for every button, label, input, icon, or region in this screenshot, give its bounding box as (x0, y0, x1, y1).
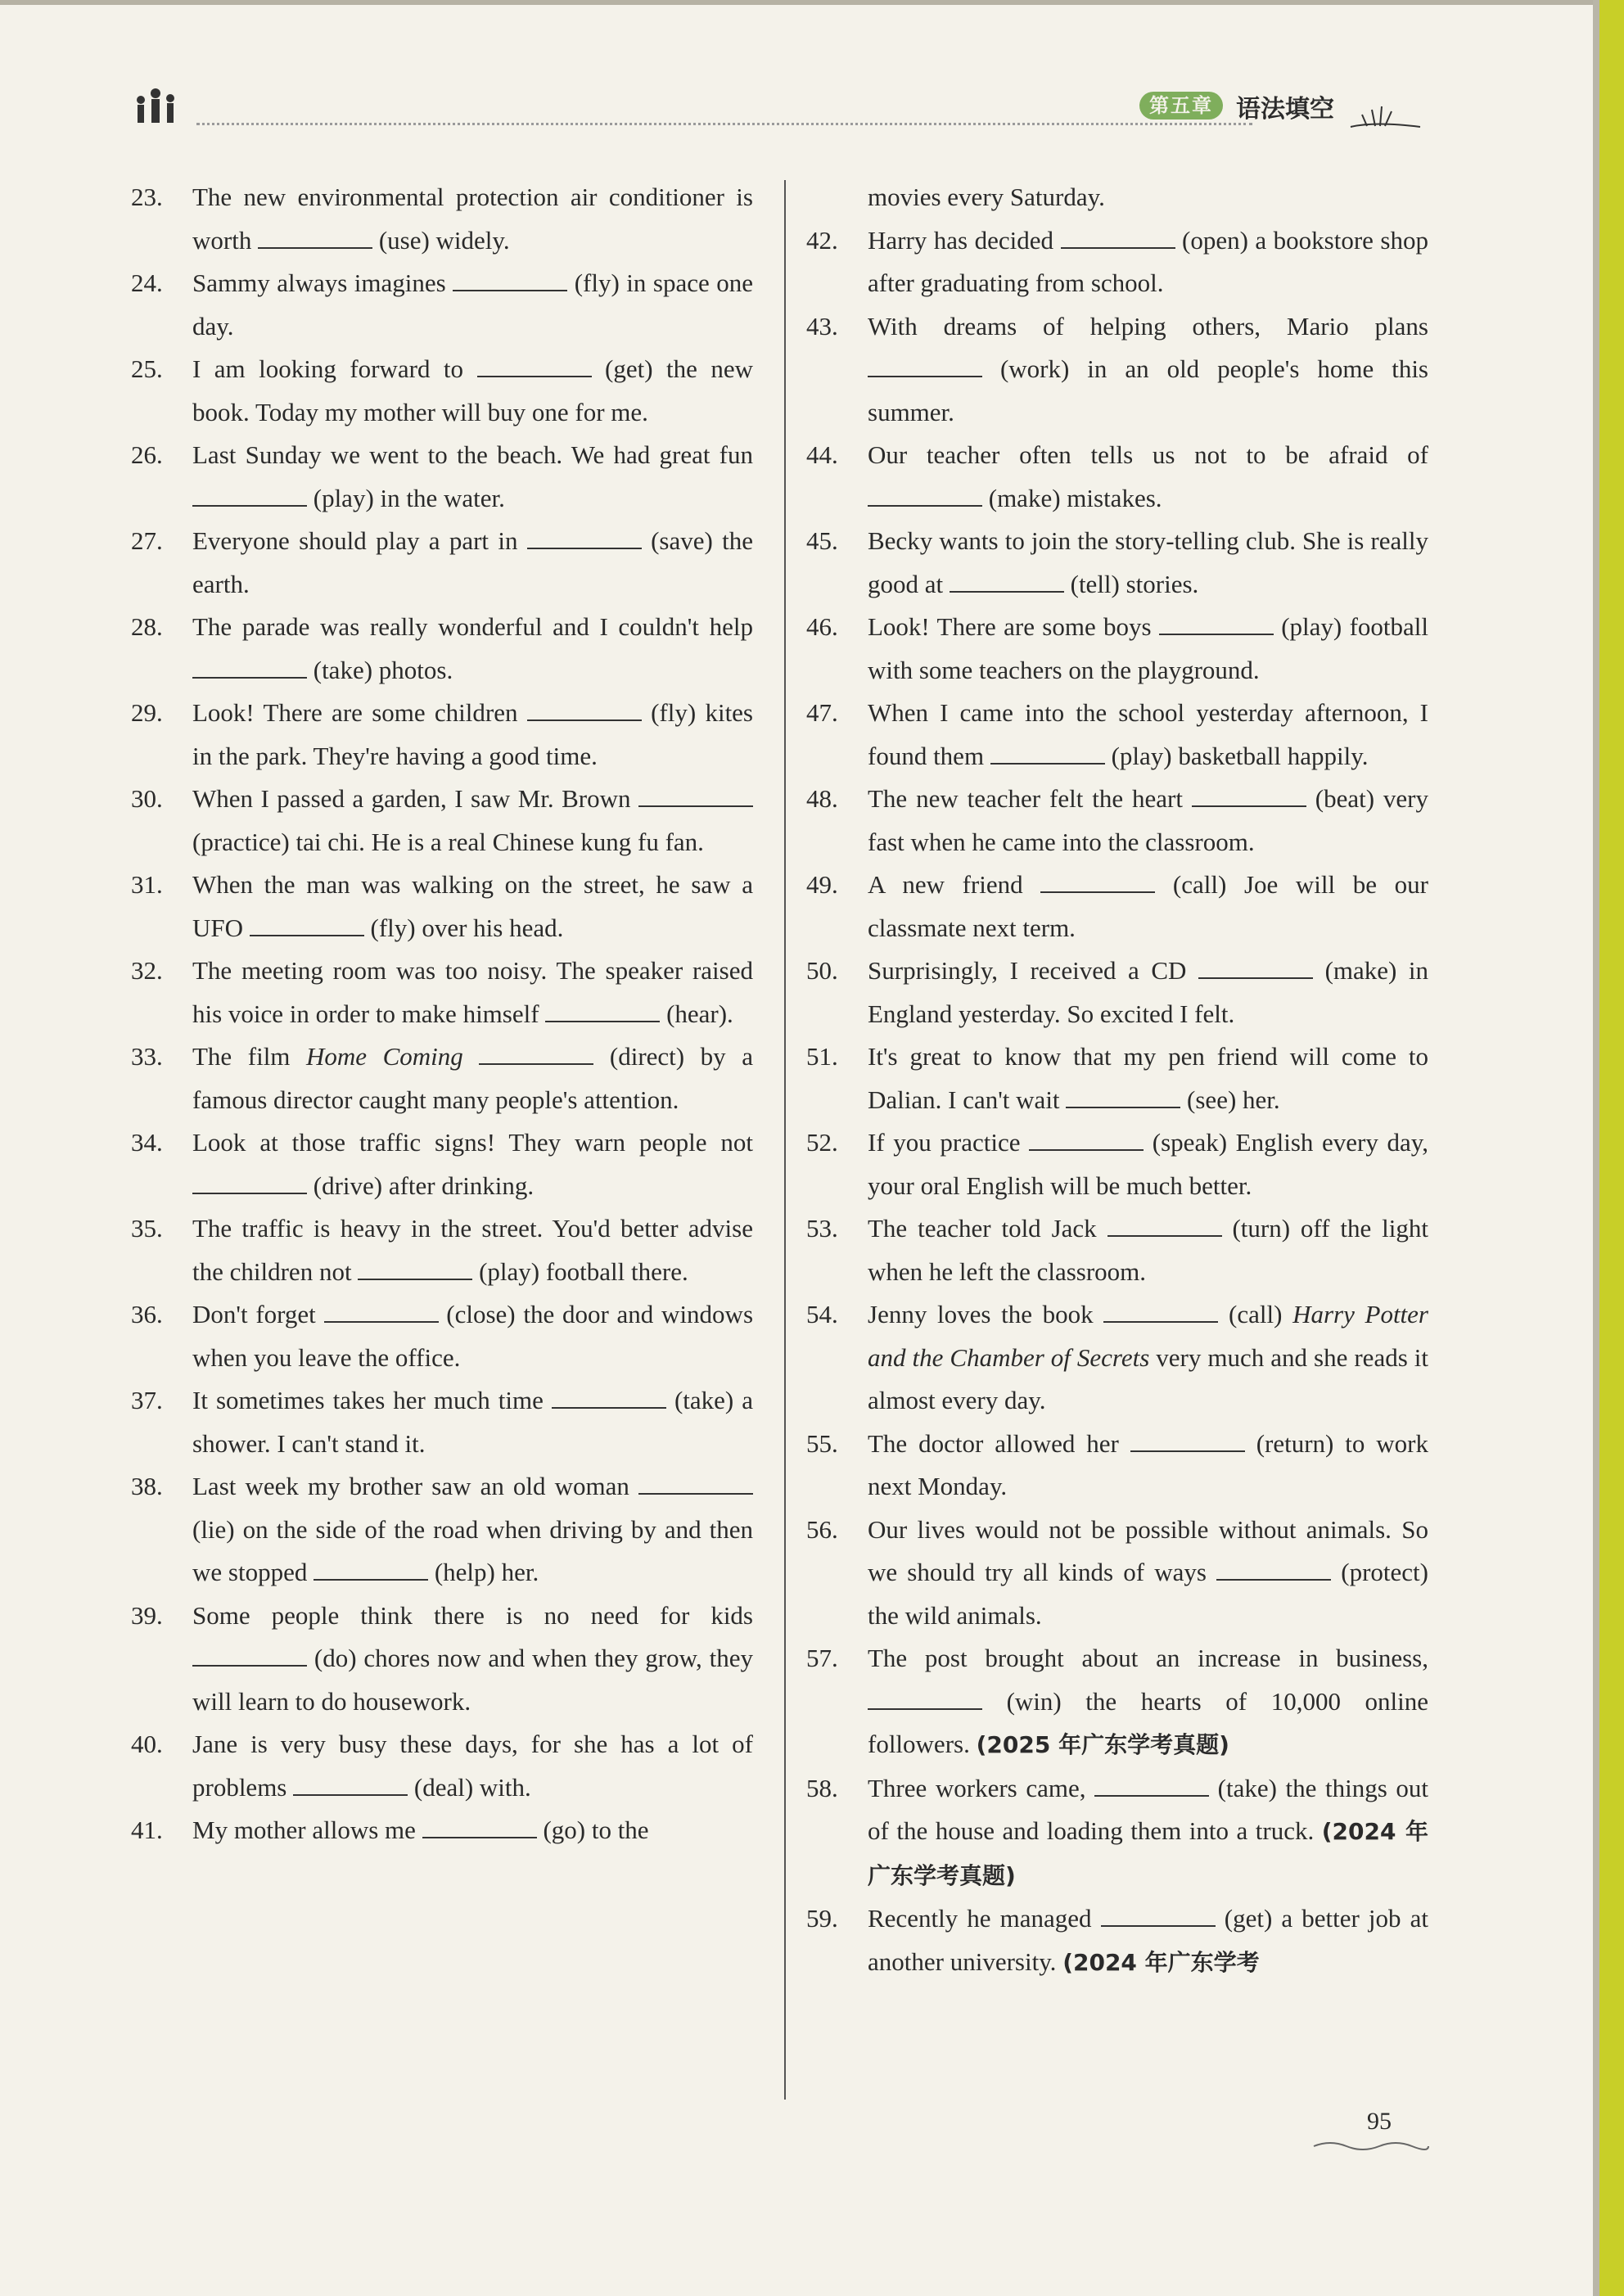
answer-blank[interactable] (1029, 1131, 1144, 1151)
exercise-item (806, 305, 1428, 435)
exercise-text: Becky wants to join the story-telling club. She is really good at (868, 526, 1428, 598)
answer-blank[interactable] (314, 1561, 428, 1581)
exercise-text: The parade was really wonderful and I couldn't help (192, 612, 753, 641)
exercise-text: It's great to know that my pen friend will come to Dalian. I can't wait (868, 1042, 1428, 1114)
exercise-text: Three workers came, (868, 1773, 1095, 1802)
exercise-text: (open) a bookstore shop after graduating from school. (868, 225, 1428, 297)
exercise-number: 32. (131, 956, 163, 985)
exercise-item (806, 606, 1428, 692)
exercise-item (806, 778, 1428, 864)
answer-blank[interactable] (293, 1776, 408, 1796)
exercise-number: 58. (806, 1773, 838, 1802)
exercise-text: The meeting room was too noisy. The speaker raised his voice in order to make himself (192, 956, 753, 1028)
exercise-number: 57. (806, 1644, 838, 1672)
exercise-text: (help) her. (434, 1558, 539, 1586)
exercise-text: (do) chores now and when they grow, they will learn to do housework. (192, 1644, 753, 1716)
exercise-item (131, 1121, 753, 1207)
italic-title: Harry Potter and the Chamber of Secrets (868, 1300, 1428, 1372)
exercise-text: Harry has decided (868, 225, 1061, 255)
exercise-item (806, 692, 1428, 778)
exercise-text: Sammy always imagines (192, 268, 453, 297)
exercise-number: 25. (131, 354, 163, 383)
exercise-item (131, 434, 753, 520)
exercise-text: (return) to work next Monday. (868, 1428, 1429, 1500)
answer-blank[interactable] (527, 530, 642, 549)
exercise-text: (work) in an old people's home this summer. (868, 354, 1428, 426)
exercise-item (131, 1809, 753, 1852)
exercise-text: When I passed a garden, I saw Mr. Brown (192, 784, 638, 813)
exercise-text: Recently he managed (868, 1904, 1101, 1933)
left-column (131, 176, 753, 1852)
exercise-item (806, 434, 1428, 520)
exercise-text: The new teacher felt the heart (868, 784, 1192, 813)
exercise-text: (deal) with. (413, 1772, 531, 1802)
exercise-number: 43. (806, 311, 838, 341)
exercise-text: I am looking forward to (192, 354, 477, 383)
answer-blank[interactable] (192, 1175, 307, 1194)
exercise-text: (hear). (666, 999, 733, 1028)
exercise-number: 44. (806, 440, 838, 469)
exercise-text: (make) in England yesterday. So excited I felt. (868, 956, 1429, 1028)
exercise-text: Look! There are some children (192, 698, 527, 727)
section-title: 语法填空 (1236, 95, 1334, 124)
answer-blank[interactable] (990, 745, 1105, 765)
exercise-item (806, 1121, 1428, 1207)
page-top-edge (0, 0, 1599, 5)
answer-blank[interactable] (638, 1475, 753, 1495)
exercise-text: Look at those traffic signs! They warn people not (192, 1128, 753, 1157)
answer-blank[interactable] (1192, 787, 1306, 807)
exercise-text: (fly) kites in the park. They're having a good time. (192, 698, 753, 770)
exercise-item (131, 692, 753, 778)
answer-blank[interactable] (477, 358, 592, 377)
exercise-text: (take) the things out of the house and loading them into a truck. (868, 1773, 1428, 1845)
exercise-text: (practice) tai chi. He is a real Chinese kung fu fan. (192, 827, 704, 856)
exam-source: (2024 年广东学考真题) (868, 1818, 1428, 1889)
exercise-text: The doctor allowed her (868, 1428, 1130, 1458)
exercise-text: (tell) stories. (1070, 569, 1199, 598)
exercise-text: (take) a shower. I can't stand it. (192, 1386, 754, 1458)
exercise-text: (fly) over his head. (370, 913, 564, 942)
exercise-number: 42. (806, 225, 838, 255)
exercise-number: 40. (131, 1730, 163, 1758)
exercise-text: With dreams of helping others, Mario plans (868, 311, 1428, 341)
answer-blank[interactable] (950, 573, 1064, 593)
exercise-item (806, 520, 1428, 606)
exercise-item (806, 1767, 1428, 1898)
exercise-text: Our lives would not be possible without animals. So we should try all kinds of ways (868, 1514, 1428, 1586)
answer-blank[interactable] (324, 1303, 439, 1323)
exercise-text: (direct) by a famous director caught many people's attention. (192, 1042, 753, 1114)
exercise-number: 31. (131, 870, 163, 899)
exercise-number: 45. (806, 526, 838, 555)
page-header (131, 82, 1424, 131)
exercise-item (131, 1207, 753, 1293)
exercise-text: The new environmental protection air conditioner is worth (192, 183, 753, 255)
exercise-number: 37. (131, 1386, 163, 1414)
exercise-item (131, 1035, 753, 1121)
exercise-text: (play) football with some teachers on the playground. (868, 612, 1428, 684)
exercise-text: The post brought about an increase in business, (868, 1644, 1428, 1672)
exercise-number: 49. (806, 870, 838, 899)
answer-blank[interactable] (552, 1389, 666, 1409)
header-dotted-line (196, 123, 1252, 125)
exercise-item (131, 778, 753, 864)
exercise-item (131, 262, 753, 348)
exam-source: (2024 年广东学考 (1062, 1948, 1260, 1976)
exercise-text: Everyone should play a part in (192, 526, 527, 555)
exercise-text: (take) photos. (313, 655, 453, 684)
exercise-text: (protect) the wild animals. (868, 1558, 1428, 1630)
answer-blank[interactable] (638, 787, 753, 807)
exercise-item (131, 864, 753, 950)
answer-blank[interactable] (258, 229, 372, 249)
exercise-number: 39. (131, 1600, 163, 1630)
answer-blank[interactable] (868, 487, 982, 507)
answer-blank[interactable] (1159, 616, 1274, 635)
exercise-text: (get) the new book. Today my mother will buy one for me. (192, 354, 754, 426)
answer-blank[interactable] (868, 1690, 982, 1710)
answer-blank[interactable] (527, 701, 642, 721)
exercise-number: 38. (131, 1472, 163, 1500)
chapter-badge: 第五章 (1139, 92, 1223, 120)
answer-blank[interactable] (453, 272, 567, 291)
exercise-text: (speak) English every day, your oral English will be much better. (868, 1128, 1429, 1200)
people-icon (131, 82, 188, 131)
page-binding-edge (1599, 0, 1624, 2296)
exercise-item (131, 1293, 753, 1379)
exercise-number: 26. (131, 440, 163, 469)
exercise-text: (get) a better job at another university. (868, 1904, 1428, 1976)
answer-blank[interactable] (1103, 1303, 1218, 1323)
exercise-number: 55. (806, 1428, 838, 1458)
exam-source: (2025 年广东学考真题) (976, 1731, 1229, 1758)
answer-blank[interactable] (1216, 1561, 1331, 1581)
exercise-text: Jane is very busy these days, for she has a lot of problems (192, 1730, 753, 1802)
exercise-text: Last week my brother saw an old woman (192, 1472, 638, 1500)
exercise-number: 50. (806, 956, 838, 985)
exercise-text: My mother allows me (192, 1816, 422, 1844)
answer-blank[interactable] (250, 917, 364, 936)
exercise-text: Surprisingly, I received a CD (868, 956, 1198, 985)
exercise-text: (lie) on the side of the road when driving by and then we stopped (192, 1514, 753, 1586)
page-number: 95 (1367, 2108, 1392, 2135)
answer-blank[interactable] (868, 358, 982, 377)
exercise-item (806, 1637, 1428, 1767)
answer-blank[interactable] (358, 1261, 472, 1280)
italic-title: Home Coming (305, 1042, 463, 1071)
exercise-number: 36. (131, 1300, 163, 1328)
exercise-number: 41. (131, 1816, 163, 1844)
exercise-number: 30. (131, 784, 163, 813)
exercise-text: (close) the door and windows when you leave the office. (192, 1300, 754, 1372)
answer-blank[interactable] (192, 1647, 307, 1667)
exercise-item (806, 219, 1428, 305)
answer-blank[interactable] (422, 1819, 537, 1838)
answer-blank[interactable] (192, 487, 307, 507)
column-divider (784, 180, 786, 2100)
exercise-item (806, 1035, 1428, 1121)
answer-blank[interactable] (545, 1003, 660, 1022)
exercise-text: Last Sunday we went to the beach. We had great fun (192, 440, 753, 469)
exercise-item (806, 1293, 1428, 1423)
exercise-item (131, 1379, 753, 1465)
exercise-text: A new friend (868, 870, 1041, 899)
exercise-item (131, 348, 753, 434)
exercise-text: (play) basketball happily. (1111, 741, 1369, 770)
exercise-text: Our teacher often tells us not to be afraid of (868, 440, 1428, 469)
exercise-item (131, 1595, 753, 1724)
exercise-text: Jenny loves the book (868, 1300, 1104, 1328)
exercise-number: 29. (131, 698, 163, 727)
exercise-number: 33. (131, 1042, 163, 1071)
exercise-text: (win) the hearts of 10,000 online followers. (868, 1686, 1428, 1758)
exercise-item (131, 1465, 753, 1595)
answer-blank[interactable] (1198, 959, 1313, 979)
exercise-item (806, 1897, 1428, 1984)
exercise-number: 48. (806, 784, 838, 813)
page-binding-shadow (1593, 0, 1599, 2296)
exercise-text: (save) the earth. (192, 526, 753, 598)
exercise-text: (use) widely. (378, 225, 510, 255)
exercise-text: (play) football there. (479, 1256, 688, 1286)
exercise-item (131, 606, 753, 692)
exercise-number: 24. (131, 268, 163, 297)
answer-blank[interactable] (1066, 1089, 1180, 1108)
wave-decoration-icon (1310, 2138, 1432, 2154)
exercise-item (806, 1423, 1428, 1509)
exercise-text: When the man was walking on the street, he saw a UFO (192, 870, 753, 942)
exercise-number: 28. (131, 612, 163, 641)
exercise-text: The traffic is heavy in the street. You'd better advise the children not (192, 1214, 753, 1286)
answer-blank[interactable] (1107, 1217, 1222, 1237)
exercise-text: If you practice (868, 1128, 1030, 1157)
exercise-number: 51. (806, 1042, 838, 1071)
exercise-text: (play) in the water. (313, 483, 505, 512)
exercise-number: 46. (806, 612, 838, 641)
exercise-text: very much and she reads it almost every day. (868, 1342, 1428, 1414)
exercise-text: The teacher told Jack (868, 1214, 1107, 1243)
exercise-number: 27. (131, 526, 163, 555)
exercise-number: 59. (806, 1904, 838, 1933)
answer-blank[interactable] (1040, 873, 1155, 893)
answer-blank[interactable] (1061, 229, 1175, 249)
exercise-number: 34. (131, 1128, 163, 1157)
exercise-text: (see) her. (1187, 1085, 1280, 1114)
exercise-number: 54. (806, 1300, 838, 1328)
exercise-item (131, 950, 753, 1035)
exercise-text: Look! There are some boys (868, 612, 1159, 641)
exercise-text: (turn) off the light when he left the classroom. (868, 1214, 1428, 1286)
exercise-number: 53. (806, 1214, 838, 1243)
exercise-item (806, 1207, 1428, 1293)
continued-text: movies every Saturday. (868, 183, 1105, 211)
exercise-number: 52. (806, 1128, 838, 1157)
exercise-item (131, 1723, 753, 1809)
exercise-item (131, 176, 753, 262)
exercise-number: 35. (131, 1214, 163, 1243)
answer-blank[interactable] (1094, 1777, 1209, 1797)
answer-blank[interactable] (1101, 1907, 1216, 1927)
exercise-text: Some people think there is no need for kids (192, 1600, 753, 1630)
exercise-text: (drive) after drinking. (313, 1171, 535, 1200)
exercise-number: 23. (131, 183, 163, 211)
exercise-item (806, 864, 1428, 950)
answer-blank[interactable] (479, 1045, 593, 1065)
exercise-number: 47. (806, 698, 838, 727)
exercise-item (806, 1509, 1428, 1638)
exercise-text: (call) (1229, 1300, 1293, 1328)
exercise-item (131, 520, 753, 606)
answer-blank[interactable] (1130, 1432, 1245, 1452)
exercise-text: (beat) very fast when he came into the classroom. (868, 784, 1429, 856)
exercise-text: (go) to the (543, 1816, 649, 1844)
grass-decoration-icon (1342, 98, 1424, 131)
exercise-text: (call) Joe will be our classmate next term. (868, 870, 1428, 942)
exercise-number: 56. (806, 1514, 838, 1544)
exercise-text: It sometimes takes her much time (192, 1386, 552, 1414)
exercise-text: The film (192, 1042, 306, 1071)
exercise-text: (make) mistakes. (988, 483, 1162, 512)
right-column (806, 176, 1428, 1984)
exercise-item (806, 950, 1428, 1035)
exercise-text: (fly) in space one day. (192, 268, 754, 341)
exercise-text: When I came into the school yesterday afternoon, I found them (868, 698, 1428, 770)
exercise-text: Don't forget (192, 1300, 324, 1328)
answer-blank[interactable] (192, 659, 307, 679)
